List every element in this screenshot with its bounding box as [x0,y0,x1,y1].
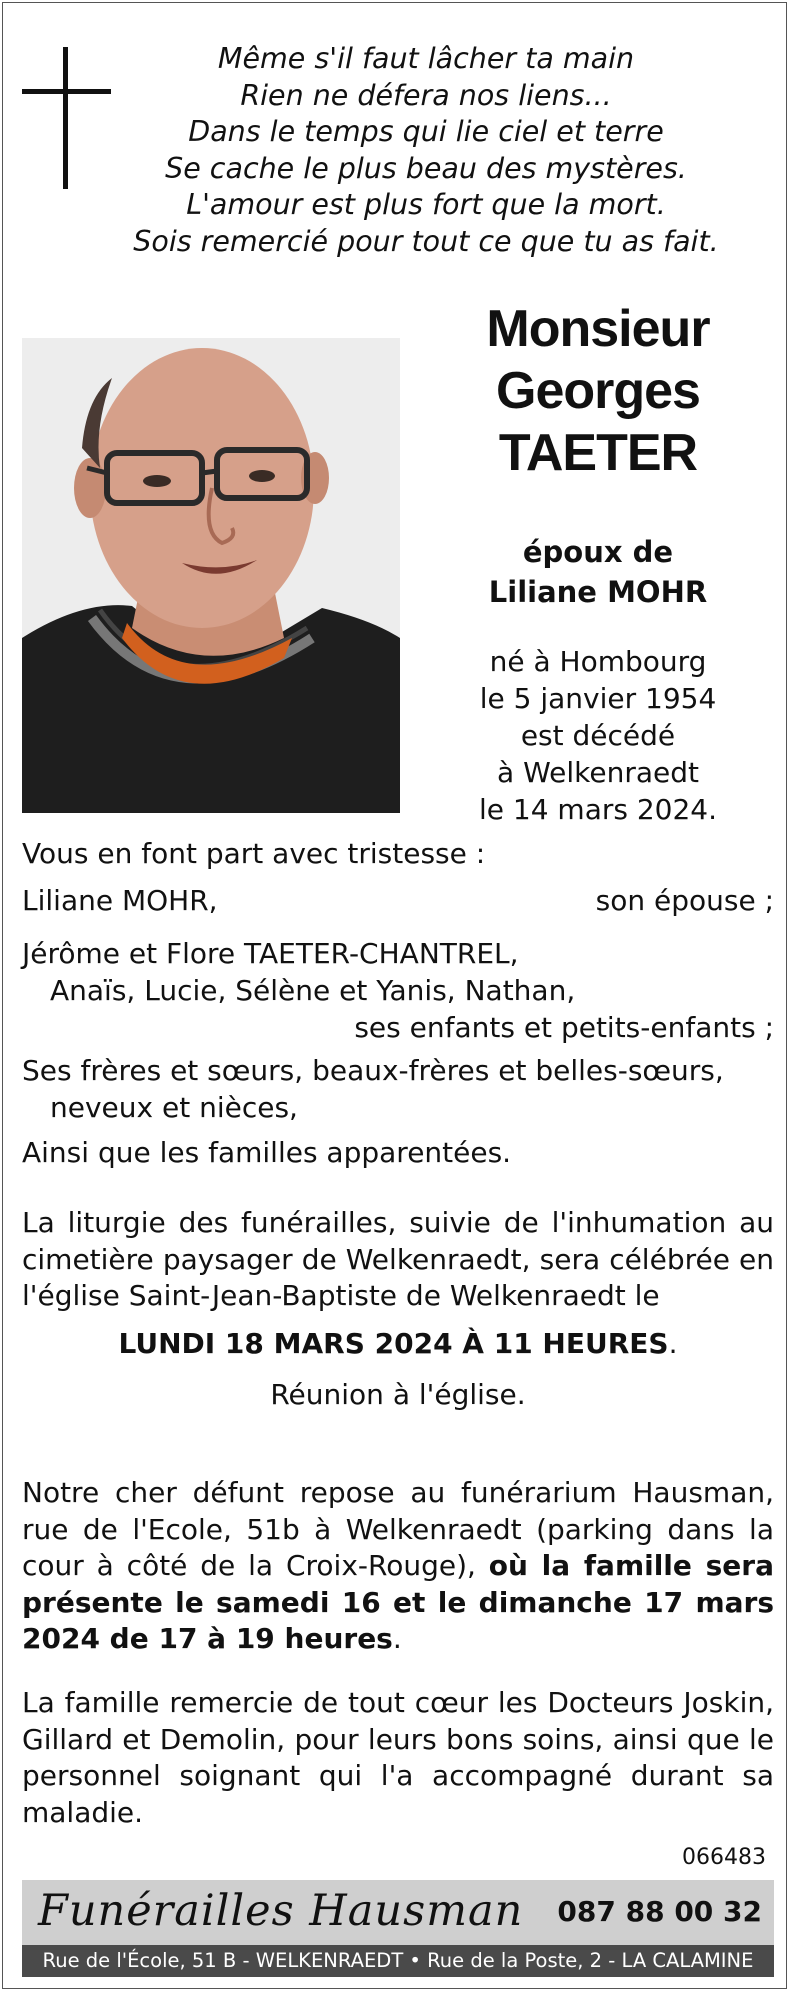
visitation-section [22,1475,774,1658]
spouse-name: Liliane MOHR [488,575,708,609]
spouse-label: époux de [522,535,674,569]
spouse-role: son épouse ; [595,884,774,917]
deceased-last-name: TAETER [498,424,698,482]
birth-death-block [443,643,753,828]
birth-place: né à Hombourg [489,645,707,678]
funeral-home-phone: 087 88 00 32 [557,1895,762,1928]
nephews-line: neveux et nièces, [50,1091,298,1124]
poem-line: Sois remercié pour tout ce que tu as fait. [133,224,719,258]
poem [86,41,766,260]
visitation-text-end: . [392,1622,402,1655]
funeral-home-banner [22,1880,774,1945]
visitation-text-plain: Notre cher défunt repose au funérarium Hausman, rue de l'Ecole, 51b à Welkenraedt (parking dans la cour à côté de la Croix-Rouge), [22,1476,774,1582]
portrait-illustration [22,338,400,813]
spouse-block [443,532,753,612]
deceased-first-name: Georges [496,362,700,420]
poem-line: Dans le temps qui lie ciel et terre [188,115,664,148]
death-date: le 14 mars 2024. [478,793,718,826]
ceremony-text: La liturgie des funérailles, suivie de l'inhumation au cimetière paysager de Welkenraedt, sera célébrée en l'église Saint-Jean-Baptiste de Welkenraedt le [22,1206,774,1312]
family-announcement [22,835,774,1171]
families-line: Ainsi que les familles apparentées. [22,1136,512,1169]
death-label: est décédé [520,719,676,752]
grandchildren-line: Anaïs, Lucie, Sélène et Yanis, Nathan, [50,974,576,1007]
deceased-title: Monsieur [486,300,710,358]
ceremony-section [22,1205,774,1413]
visitation-text [22,1475,774,1658]
spouse-name: Liliane MOHR, [22,884,218,917]
intro-line: Vous en font part avec tristesse : [22,837,486,870]
obituary-notice [2,2,787,1989]
siblings-line: Ses frères et sœurs, beaux-frères et belles-sœurs, [22,1054,724,1087]
portrait-photo [22,338,400,813]
poem-line: L'amour est plus fort que la mort. [186,188,666,221]
funeral-home-logo: Funérailles Hausman [38,1886,524,1936]
ceremony-date-line [22,1325,774,1362]
children-line: Jérôme et Flore TAETER-CHANTREL, [22,937,519,970]
cross-icon [63,47,68,189]
birth-date: le 5 janvier 1954 [479,682,717,715]
deceased-name [443,298,753,484]
ceremony-date-end: . [668,1326,678,1360]
visitation-text-bold: où la famille sera présente le samedi 16 et le dimanche 17 mars 2024 de 17 à 19 heures [22,1549,774,1655]
meeting-line: Réunion à l'église. [270,1377,526,1411]
thanks-section [22,1685,774,1831]
spouse-line [22,882,774,919]
death-place: à Welkenraedt [497,756,699,789]
thanks-text: La famille remercie de tout cœur les Docteurs Joskin, Gillard et Demolin, pour leurs bons soins, ainsi que le personnel soignant qui l'a accompagné durant sa maladie. [22,1686,774,1829]
poem-line: Rien ne défera nos liens... [240,78,612,112]
poem-line: Se cache le plus beau des mystères. [165,151,687,185]
poem-line: Même s'il faut lâcher ta main [217,42,635,75]
children-role: ses enfants et petits-enfants ; [354,1011,774,1044]
funeral-home-addresses: Rue de l'École, 51 B - WELKENRAEDT • Rue de la Poste, 2 - LA CALAMINE [22,1945,774,1977]
ceremony-date: LUNDI 18 MARS 2024 À 11 HEURES [118,1326,669,1360]
reference-number: 066483 [682,1845,766,1870]
